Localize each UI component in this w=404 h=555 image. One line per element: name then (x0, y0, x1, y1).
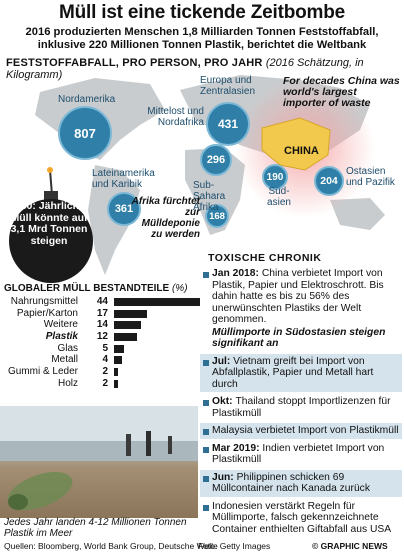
composition-bar (114, 356, 122, 364)
bullet-icon (203, 429, 209, 435)
region-label-ostasien: Ostasien und Pazifik (346, 166, 395, 188)
chronik-heading: TOXISCHE CHRONIK (208, 252, 322, 264)
composition-label: Metall (51, 354, 78, 366)
chronik-entry (200, 499, 402, 540)
region-label-suedasien: Süd-asien (267, 186, 291, 208)
region-circle-ostasien: 204 (314, 166, 344, 196)
composition-row (4, 296, 200, 308)
chronik-note: Müllimporte in Südostasien steigen signifikant an (212, 326, 386, 349)
page-subtitle: 2016 produzierten Menschen 1,8 Milliarden Tonnen Feststoffabfall, inklusive 220 Millionen Tonnen Plastik, berichtet die Weltbank (25, 26, 379, 51)
region-label-mittelost: Mittelost und Nordafrika (147, 106, 204, 128)
composition-bar (114, 321, 141, 329)
bullet-icon (203, 505, 209, 511)
composition-value: 2 (102, 377, 108, 389)
chronik-list (200, 266, 402, 539)
beach-photo-graphic (0, 406, 198, 518)
region-label-subsahara: Sub-Sahara Afrika (193, 180, 226, 213)
bullet-icon (203, 272, 209, 278)
section-heading: FESTSTOFFABFALL, PRO PERSON, PRO JAHR (2016 Schätzung, in Kilogramm) (6, 57, 364, 81)
chronik-date: Jul: (212, 355, 234, 367)
composition-row (4, 343, 200, 355)
chronik-text: Indonesien verstärkt Regeln für Müllimporte, falsch gekennzeichnete Container enthielten Giftabfall aus USA (212, 500, 392, 535)
region-circle-lateinamerika: 361 (107, 192, 141, 226)
photo-caption: Jedes Jahr landen 4-12 Millionen Tonnen Plastik im Meer (4, 517, 187, 539)
region-circle-europa: 431 (206, 102, 250, 146)
composition-row (4, 378, 200, 390)
beach-photo (0, 406, 198, 518)
chronik-entry (200, 470, 402, 499)
composition-label: Plastik (45, 331, 78, 343)
chronik-entry (200, 394, 402, 423)
composition-value: 5 (102, 342, 108, 354)
region-label-europa: Europa und Zentralasien (200, 75, 256, 97)
composition-label: Nahrungsmittel (10, 296, 78, 307)
chronik-date: Mar 2019: (212, 442, 263, 454)
composition-bar (114, 333, 137, 341)
chronik-text: Vietnam greift bei Import von Abfallplastik, Papier und Metall hart durch (212, 355, 374, 390)
composition-bars (4, 296, 200, 390)
composition-bar (114, 298, 200, 306)
chronik-entry (200, 354, 402, 395)
region-circle-nordamerika: 807 (58, 106, 112, 160)
global-head: GLOBALER MÜLL BESTANDTEILE (%) (4, 283, 188, 294)
chronik-text: Philippinen schicken 69 Müllcontainer nach Kanada zurück (212, 471, 370, 494)
composition-label: Papier/Karton (16, 307, 78, 319)
bullet-icon (203, 447, 209, 453)
afrika-note: Afrika fürchtet zur Mülldeponie zu werden (131, 196, 200, 240)
chronik-text: Thailand stoppt Importlizenzen für Plastikmüll (212, 396, 391, 419)
china-note: For decades China was world's largest importer of waste (283, 75, 400, 109)
composition-row (4, 331, 200, 343)
region-circle-mittelost: 296 (200, 144, 232, 176)
composition-label: Gummi & Leder (7, 366, 78, 378)
composition-value: 44 (96, 296, 108, 307)
chronik-entry (200, 441, 402, 470)
composition-row (4, 354, 200, 366)
bomb-text: 2050: Jährlicher Müll könnte auf 3,1 Mrd Tonnen steigen (9, 200, 89, 247)
composition-value: 12 (96, 331, 108, 343)
composition-value: 17 (96, 307, 108, 319)
chronik-text: China verbietet Import von Plastik, Papier und Elektroschrott. Bis dahin hatte es bis zu 56% des unerwünschten Plastiks der Welt genommen. (212, 268, 384, 325)
bullet-icon (203, 360, 209, 366)
chronik-entry (200, 423, 402, 441)
composition-label: Holz (57, 377, 78, 389)
chronik-text: Indien verbietet Import von Plastikmüll (212, 442, 385, 465)
china-label: CHINA (284, 145, 319, 157)
region-label-lateinamerika: Lateinamerika und Karibik (92, 168, 155, 190)
composition-value: 4 (102, 354, 108, 366)
composition-row (4, 308, 200, 320)
chronik-date: Jun: (212, 471, 237, 483)
chronik-text: Malaysia verbietet Import von Plastikmüll (212, 425, 399, 436)
composition-bar (114, 345, 124, 353)
composition-label: Glas (57, 342, 78, 354)
composition-label: Weitere (43, 319, 78, 331)
copyright: © GRAPHIC NEWS (312, 541, 388, 551)
composition-value: 2 (102, 366, 108, 378)
region-circle-subsahara: 168 (205, 204, 229, 228)
composition-bar (114, 368, 118, 376)
chronik-date: Jan 2018: (212, 268, 262, 279)
photo-credit: Foto: Getty Images (198, 541, 271, 551)
composition-row (4, 319, 200, 331)
bullet-icon (203, 400, 209, 406)
composition-row (4, 366, 200, 378)
chronik-entry (200, 266, 402, 354)
sources: Quellen: Bloomberg, World Bank Group, Deutsche Welle (4, 541, 218, 551)
chronik-date: Okt: (212, 396, 236, 407)
composition-bar (114, 380, 118, 388)
page-title: Müll ist eine tickende Zeitbombe (58, 2, 346, 23)
composition-bar (114, 310, 147, 318)
bullet-icon (203, 476, 209, 482)
composition-value: 14 (96, 319, 108, 331)
region-circle-suedasien: 190 (262, 164, 288, 190)
region-label-nordamerika: Nordamerika (58, 94, 116, 105)
